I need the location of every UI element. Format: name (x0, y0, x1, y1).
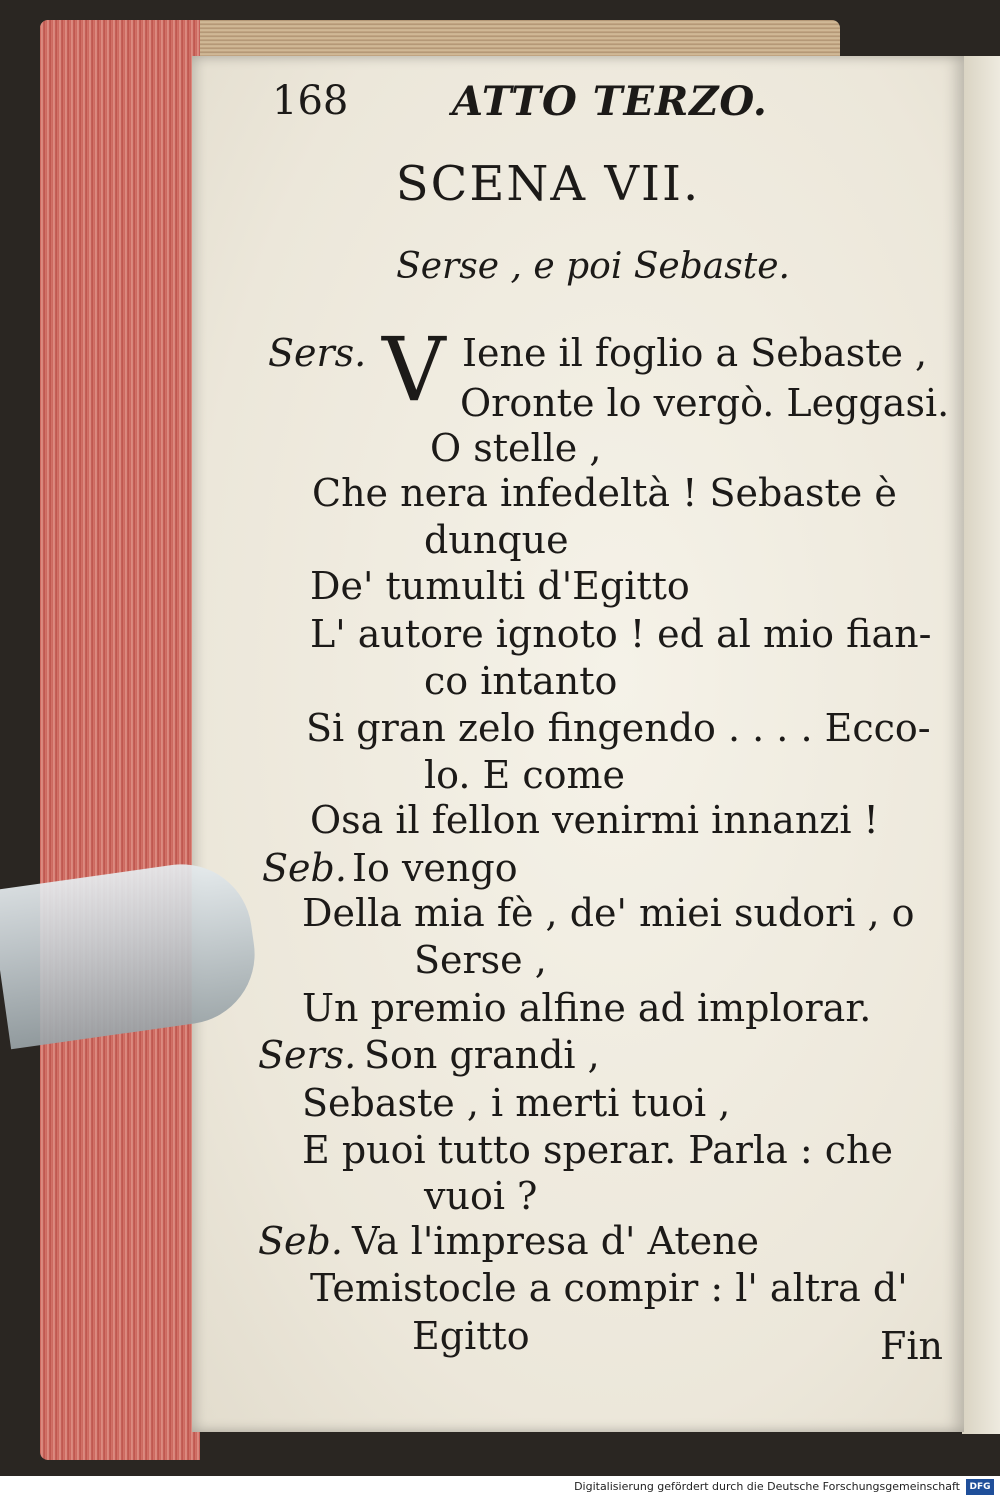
next-page-edge (962, 56, 1000, 1434)
verse-line: Oronte lo vergò. Leggasi. (460, 381, 950, 425)
verse-line: Si gran zelo fingendo . . . . Ecco- (306, 706, 931, 750)
catchword: Fin (880, 1324, 943, 1368)
footer-credit: Digitalisierung gefördert durch die Deutsche Forschungsgemeinschaft (574, 1480, 960, 1493)
verse-line: Sebaste , i merti tuoi , (302, 1081, 731, 1125)
drop-cap: V (382, 318, 446, 421)
speaker-label: Sers. (268, 331, 367, 375)
verse-line: Osa il fellon venirmi innanzi ! (310, 798, 879, 842)
speaker-label: Sers. (258, 1033, 357, 1077)
verse-line: L' autore ignoto ! ed al mio fian- (310, 612, 932, 656)
scene-title: SCENA VII. (395, 156, 701, 212)
verse-line: Io vengo (352, 846, 518, 890)
scene-persons: Serse , e poi Sebaste. (396, 246, 790, 287)
verse-line: vuoi ? (424, 1174, 538, 1218)
verse-line: co intanto (424, 659, 618, 703)
verse-line: Un premio alfine ad implorar. (302, 986, 872, 1030)
verse-line: E puoi tutto sperar. Parla : che (302, 1128, 893, 1172)
speaker-label: Seb. (258, 1219, 343, 1263)
verse-line: Va l'impresa d' Atene (352, 1219, 760, 1263)
footer-bar (0, 1476, 1000, 1498)
verse-line: Della mia fè , de' miei sudori , o (302, 891, 915, 935)
book-page (192, 56, 964, 1432)
verse-line: O stelle , (430, 426, 602, 470)
dfg-logo: DFG (966, 1479, 994, 1495)
verse-line: Iene il foglio a Sebaste , (462, 331, 928, 375)
book-page-edges (40, 20, 200, 1460)
page-header (262, 78, 924, 138)
verse-line: dunque (424, 518, 569, 562)
verse-line: Son grandi , (364, 1033, 600, 1077)
page-number: 168 (272, 78, 349, 124)
verse-line: Temistocle a compir : l' altra d' (310, 1266, 908, 1310)
verse-line: Serse , (414, 938, 547, 982)
verse-line: lo. E come (424, 753, 626, 797)
verse-line: Egitto (412, 1314, 530, 1358)
running-title: ATTO TERZO. (452, 78, 768, 125)
speaker-label: Seb. (262, 846, 347, 890)
verse-line: Che nera infedeltà ! Sebaste è (312, 471, 897, 515)
verse-line: De' tumulti d'Egitto (310, 564, 690, 608)
